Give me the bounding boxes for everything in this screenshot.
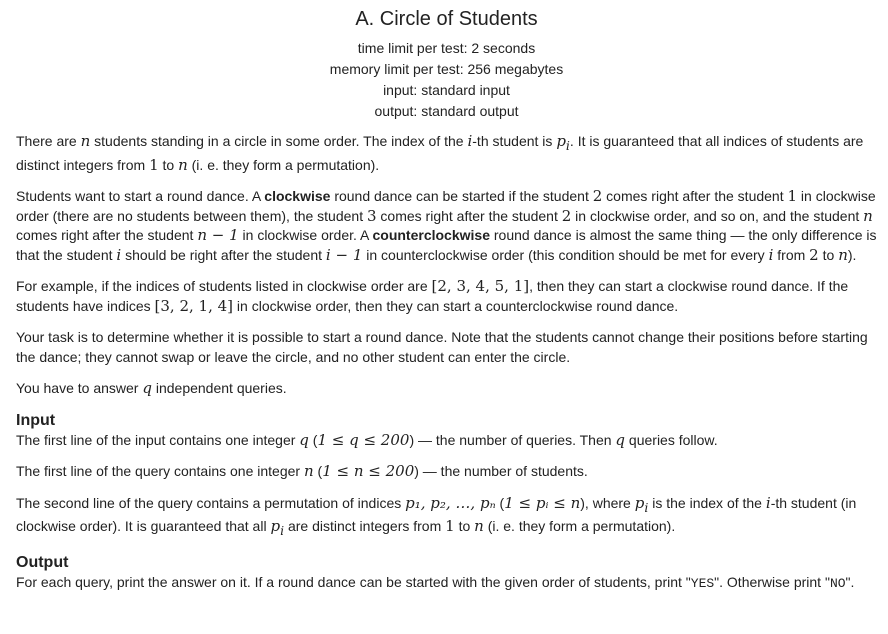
input-paragraph-1: [16, 431, 877, 451]
math: [3, 2, 1, 4]: [154, 296, 234, 315]
legend-paragraph-4: Your task is to determine whether it is possible to start a round dance. Note that the students cannot change their positions before starting the dance; they cannot swap or leave the circle, and no other student can enter the circle.: [16, 329, 868, 365]
bold-term: clockwise: [264, 188, 331, 204]
input-file: input: standard input: [383, 82, 510, 98]
problem-limits: [16, 38, 877, 122]
text: in counterclockwise order (this condition should be met for every: [362, 246, 769, 263]
legend-paragraph-3: [16, 277, 877, 316]
problem-title: A. Circle of Students: [355, 8, 538, 30]
text: comes right after the student: [16, 227, 198, 243]
text: . It is guaranteed that all indices of students are distinct integers from: [16, 133, 864, 173]
text: (i. e. they form a permutation).: [483, 518, 676, 534]
math-sub: i: [280, 523, 285, 538]
code-yes: YES: [690, 575, 715, 591]
math: i − 1: [325, 245, 363, 264]
bold-term: counterclockwise: [372, 227, 490, 243]
text: to: [818, 246, 839, 263]
text: ". Otherwise print ": [714, 573, 830, 590]
text: round dance is almost the same thing — the only difference is that the student: [16, 227, 877, 263]
math-base: p: [556, 132, 566, 150]
math: q: [142, 379, 152, 397]
legend-paragraph-2: [16, 187, 877, 265]
text: students standing in a circle in some order. The index of the: [90, 133, 468, 149]
text: The first line of the query contains one integer: [16, 463, 304, 479]
text: ).: [847, 246, 857, 263]
text: (: [308, 431, 318, 448]
math-sub: i: [644, 499, 649, 515]
text: There are: [16, 133, 81, 149]
output-file: output: standard output: [374, 103, 519, 119]
text: For each query, print the answer on it. If a round dance can be started with the given order of students, print ": [16, 573, 691, 590]
math: 1 ≤ pᵢ ≤ n: [504, 493, 581, 512]
math: [2, 3, 4, 5, 1]: [431, 277, 530, 295]
text: comes right after the student: [602, 188, 788, 204]
math: n − 1: [197, 226, 239, 244]
input-section: [16, 411, 877, 541]
math: i: [768, 245, 774, 264]
text: (: [495, 494, 505, 511]
math: 2: [809, 245, 819, 264]
text: is the index of the: [648, 494, 766, 511]
math: 1: [445, 517, 455, 535]
legend-paragraph-5: [16, 379, 877, 399]
math-sub: i: [565, 138, 570, 153]
math: n: [838, 245, 848, 264]
text: (: [313, 463, 323, 479]
text: in clockwise order, and so on, and the student: [571, 207, 864, 224]
math: i: [116, 245, 122, 264]
math: i: [765, 493, 771, 512]
math: 1 ≤ n ≤ 200: [322, 462, 415, 480]
text: Students want to start a round dance. A: [16, 188, 265, 204]
text: ".: [845, 573, 855, 590]
math: [556, 132, 570, 153]
text: to: [158, 156, 179, 173]
math-base: p: [270, 517, 281, 535]
legend-paragraph-1: [16, 132, 877, 175]
problem-statement: [16, 132, 877, 593]
text: to: [454, 518, 475, 534]
code-no: NO: [829, 575, 846, 591]
text: -th student is: [472, 133, 557, 149]
math: [270, 517, 285, 538]
math: i: [467, 132, 473, 150]
input-paragraph-3: [16, 494, 877, 541]
math: 3: [366, 206, 377, 225]
text: comes right after the student: [376, 207, 562, 224]
text: queries follow.: [625, 431, 718, 448]
input-paragraph-2: [16, 462, 877, 482]
math: 2: [592, 187, 603, 205]
text: ) — the number of queries. Then: [409, 431, 616, 448]
text: For example, if the indices of students listed in clockwise order are: [16, 278, 432, 294]
math: 1: [787, 187, 798, 205]
text: -th student (in clockwise order). It is guaranteed that all: [16, 494, 857, 534]
text: are distinct integers from: [284, 518, 446, 534]
memory-limit: memory limit per test: 256 megabytes: [329, 61, 564, 77]
output-section-title: Output: [16, 553, 69, 571]
math: 1 ≤ q ≤ 200: [317, 430, 410, 449]
text: ), where: [580, 494, 635, 511]
text: ) — the number of students.: [414, 463, 588, 479]
text: , then they can start a clockwise round dance. If the students have indices: [16, 278, 849, 314]
math: n: [80, 132, 91, 150]
output-paragraph-1: [16, 573, 877, 594]
text: should be right after the student: [121, 246, 326, 263]
math: n: [303, 462, 314, 480]
text: from: [773, 246, 810, 263]
text: in clockwise order (there are no students between them), the student: [16, 188, 876, 224]
math: q: [615, 430, 626, 449]
input-section-title: Input: [16, 411, 56, 429]
math-base: p: [634, 493, 645, 512]
math: n: [474, 517, 484, 535]
math: 2: [561, 206, 572, 225]
text: The second line of the query contains a permutation of indices: [16, 494, 406, 511]
text: in clockwise order. A: [238, 227, 373, 243]
text: in clockwise order, then they can start a counterclockwise round dance.: [233, 297, 679, 314]
text: round dance can be started if the student: [330, 188, 593, 204]
text: independent queries.: [151, 380, 287, 396]
time-limit: time limit per test: 2 seconds: [357, 40, 536, 56]
output-section: [16, 553, 877, 594]
math: n: [863, 206, 873, 225]
math: 1: [149, 155, 159, 174]
text: The first line of the input contains one integer: [16, 431, 300, 448]
math: q: [299, 430, 309, 449]
math: [634, 493, 649, 515]
math: n: [178, 155, 188, 174]
text: (i. e. they form a permutation).: [187, 156, 380, 173]
math: p₁, p₂, …, pₙ: [405, 493, 496, 512]
text: You have to answer: [16, 380, 143, 396]
